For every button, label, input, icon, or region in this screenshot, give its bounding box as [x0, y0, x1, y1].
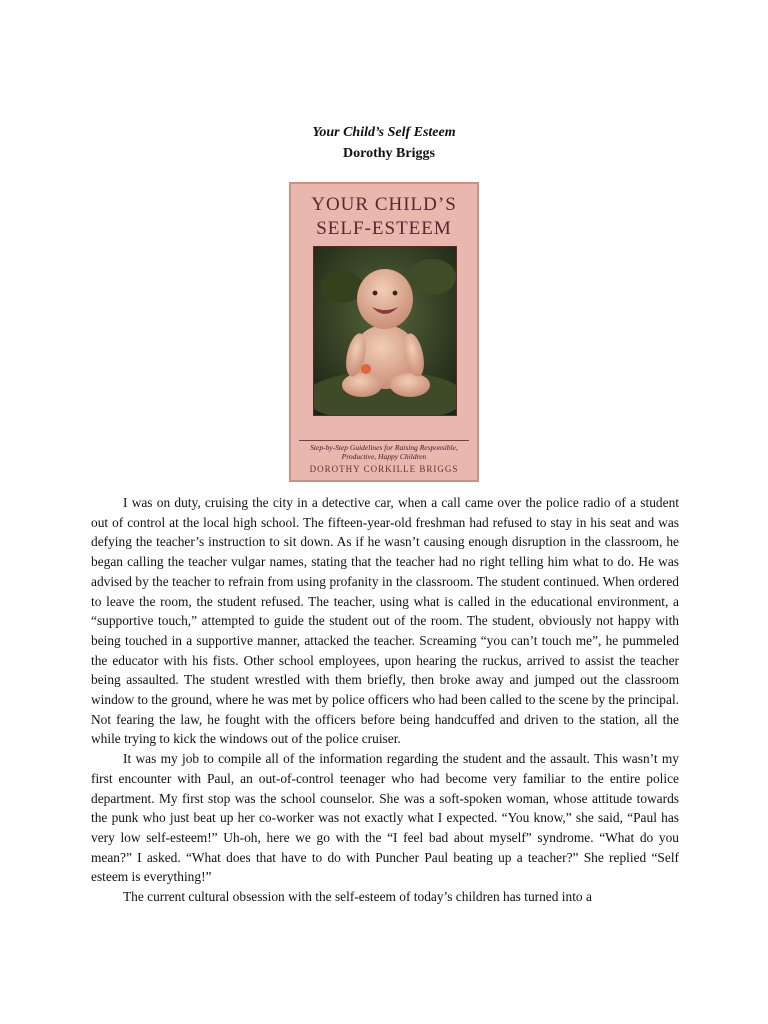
- cover-title-line-1: YOUR CHILD’S: [311, 194, 457, 215]
- baby-photo-illustration: [314, 247, 456, 415]
- paragraph: It was my job to compile all of the information regarding the student and the assault. This wasn’t my first encounter with Paul, an out-of-control teenager who had become very familiar to the entire police department. My first stop was the school counselor. She was a soft-spoken woman, whose attitude towards the punk who just beat up her co-worker was not exactly what I expected. “You know,” she said, “Paul has very low self-esteem!” Uh-oh, here we go with the “I feel bad about myself” syndrome. “What do you mean?” I asked. “What does that have to do with Puncher Paul beating up a teacher?” She replied “Self esteem is everything!”: [91, 751, 679, 885]
- cover-tagline: Step-by-Step Guidelines for Raising Responsible, Productive, Happy Children: [299, 440, 469, 461]
- paragraph: I was on duty, cruising the city in a detective car, when a call came over the police radio of a student out of control at the local high school. The fifteen-year-old freshman had refused to stay in his seat and was defying the teacher’s instruction to sit down. As if he wasn’t causing enough disruption in the classroom, he began calling the teacher vulgar names, stating that the teacher had no right telling him what to do. He was advised by the teacher to refrain from using profanity in the classroom. The student continued. When ordered to leave the room, the student refused. The teacher, using what is called in the educational environment, a “supportive touch,” attempted to guide the student out of the room. The student, obviously not happy with being touched in a supportive manner, attacked the teacher. Screaming “you can’t touch me”, he pummeled the educator with his fists. Other school employees, upon hearing the ruckus, arrived to assist the teacher being assaulted. The student wrestled with them briefly, then broke away and jumped out the classroom window to the ground, where he was met by police officers who had been called to the scene by the principal. Not fearing the law, he fought with the officers before being handcuffed and driven to the station, all the while trying to kick the windows out of the police cruiser.: [91, 495, 680, 747]
- book-cover-image: [289, 182, 479, 482]
- cover-author: DOROTHY CORKILLE BRIGGS: [309, 464, 459, 474]
- document-author: Dorothy Briggs: [343, 146, 435, 161]
- cover-title-line-2: SELF-ESTEEM: [316, 218, 452, 239]
- paragraph: The current cultural obsession with the self-esteem of today’s children has turned into a: [123, 889, 592, 905]
- baby-photo: [313, 246, 457, 416]
- document-title: Your Child’s Self Esteem: [312, 125, 456, 140]
- article-body: [91, 493, 679, 907]
